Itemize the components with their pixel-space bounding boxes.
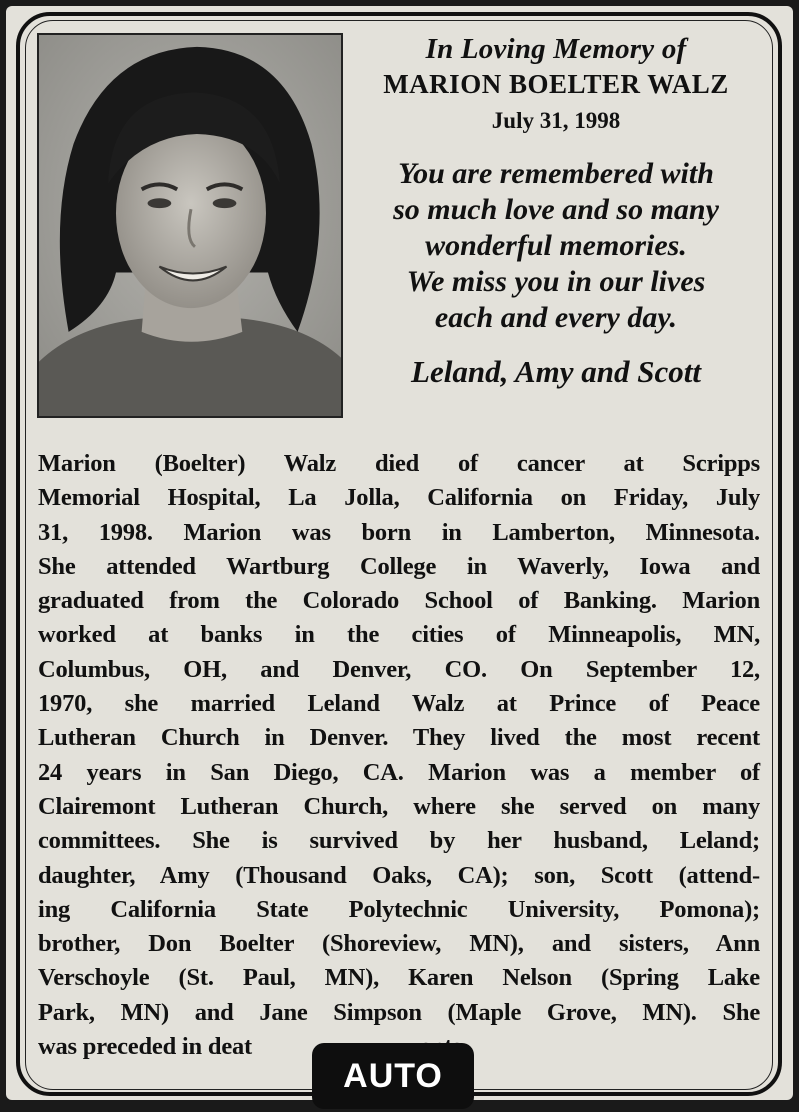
obituary-line: Columbus, OH, and Denver, CO. On September 12, <box>38 655 760 683</box>
verse-line: You are remembered with <box>398 157 714 190</box>
obituary-line: Verschoyle (St. Paul, MN), Karen Nelson (Spring Lake <box>38 964 760 992</box>
memorial-date: July 31, 1998 <box>491 108 621 133</box>
obituary-line: graduated from the Colorado School of Banking. Marion <box>38 587 760 615</box>
verse-line: each and every day. <box>434 301 678 334</box>
verse-line: wonderful memories. <box>425 229 687 262</box>
obituary-line: 31, 1998. Marion was born in Lamberton, Minnesota. <box>38 518 760 546</box>
obituary-line: She attended Wartburg College in Waverly, Iowa and <box>38 552 760 580</box>
obituary-line: Marion (Boelter) Walz died of cancer at Scripps <box>38 450 760 477</box>
obituary-line: daughter, Amy (Thousand Oaks, CA); son, Scott (attend- <box>38 861 760 889</box>
newspaper-clipping <box>6 6 793 1100</box>
obituary-line: 1970, she married Leland Walz at Prince of Peace <box>38 690 760 718</box>
obituary-line: Memorial Hospital, La Jolla, California on Friday, July <box>38 484 760 512</box>
obituary-line: brother, Don Boelter (Shoreview, MN), and sisters, Ann <box>38 930 760 958</box>
obituary-line: Lutheran Church in Denver. They lived the most recent <box>38 724 760 752</box>
memorial-verse <box>348 156 764 336</box>
auto-button[interactable]: AUTO <box>312 1043 474 1109</box>
obituary-line: committees. She is survived by her husband, Leland; <box>38 827 760 855</box>
verse-line: We miss you in our lives <box>406 265 706 298</box>
portrait-photo <box>37 33 343 418</box>
memorial-header <box>348 32 764 390</box>
obituary-line-start: was preceded in deat <box>38 1033 252 1061</box>
deceased-name: MARION BOELTER WALZ <box>383 69 729 99</box>
obituary-text <box>38 447 760 1064</box>
obituary-line: worked at banks in the cities of Minneapolis, MN, <box>38 621 760 649</box>
in-loving-memory-heading: In Loving Memory of <box>425 33 687 65</box>
obituary-line: 24 years in San Diego, CA. Marion was a member of <box>38 758 760 786</box>
obituary-line: ing California State Polytechnic University, Pomona); <box>38 895 760 923</box>
obituary-line: Clairemont Lutheran Church, where she served on many <box>38 792 760 820</box>
family-signature: Leland, Amy and Scott <box>411 354 701 389</box>
verse-line: so much love and so many <box>393 193 719 226</box>
obituary-line: Park, MN) and Jane Simpson (Maple Grove, MN). She <box>38 998 760 1026</box>
